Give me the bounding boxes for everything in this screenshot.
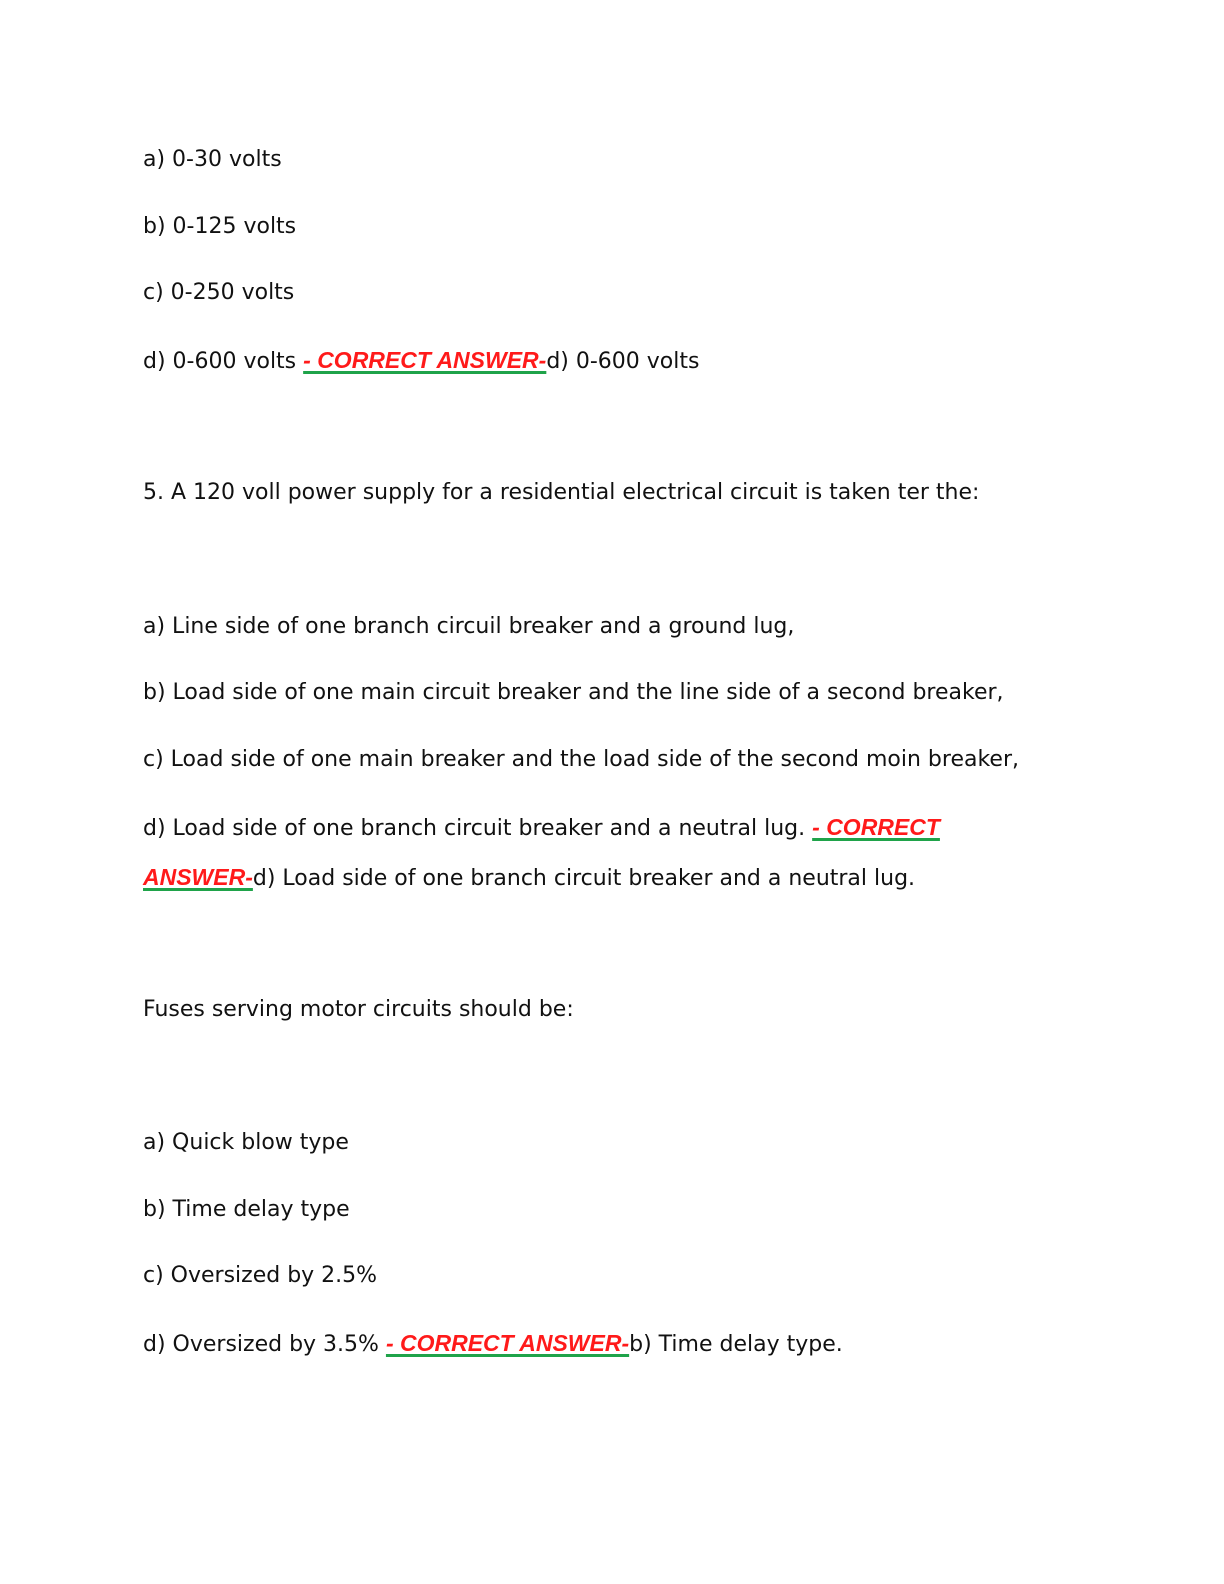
question-fuses: Fuses serving motor circuits should be: bbox=[143, 997, 574, 1022]
option-d-fuse-line bbox=[143, 1328, 843, 1360]
option-d-voltage-line bbox=[143, 345, 699, 377]
question-5: 5. A 120 voll power supply for a residential electrical circuit is taken ter the: bbox=[143, 480, 980, 505]
option-a-supply: a) Line side of one branch circuil breaker and a ground lug, bbox=[143, 614, 795, 639]
option-b-fuse: b) Time delay type bbox=[143, 1197, 350, 1222]
answer-text: b) Time delay type. bbox=[629, 1332, 843, 1357]
correct-answer-tag-continued: ANSWER- bbox=[143, 864, 253, 890]
correct-answer-tag: - CORRECT ANSWER- bbox=[303, 347, 547, 373]
answer-text: d) 0-600 volts bbox=[546, 349, 700, 374]
answer-text: d) Load side of one branch circuit breaker and a neutral lug. bbox=[252, 866, 916, 891]
option-a-fuse: a) Quick blow type bbox=[143, 1130, 349, 1155]
correct-answer-tag: - CORRECT ANSWER- bbox=[385, 1330, 630, 1356]
option-b-voltage: b) 0-125 volts bbox=[143, 214, 297, 239]
option-c-supply: c) Load side of one main breaker and the load side of the second moin breaker, bbox=[143, 747, 1019, 772]
option-d-fuse: d) Oversized by 3.5% bbox=[143, 1332, 386, 1357]
option-b-supply: b) Load side of one main circuit breaker and the line side of a second breaker, bbox=[143, 680, 1004, 705]
option-c-voltage: c) 0-250 volts bbox=[143, 280, 295, 305]
answer-line-supply bbox=[143, 862, 915, 894]
option-d-supply: d) Load side of one branch circuit breaker and a neutral lug. bbox=[143, 816, 813, 841]
option-d-supply-line bbox=[143, 812, 940, 844]
correct-answer-tag: - CORRECT bbox=[812, 814, 940, 840]
option-d-voltage: d) 0-600 volts bbox=[143, 349, 304, 374]
option-a-voltage: a) 0-30 volts bbox=[143, 147, 282, 172]
option-c-fuse: c) Oversized by 2.5% bbox=[143, 1263, 378, 1288]
